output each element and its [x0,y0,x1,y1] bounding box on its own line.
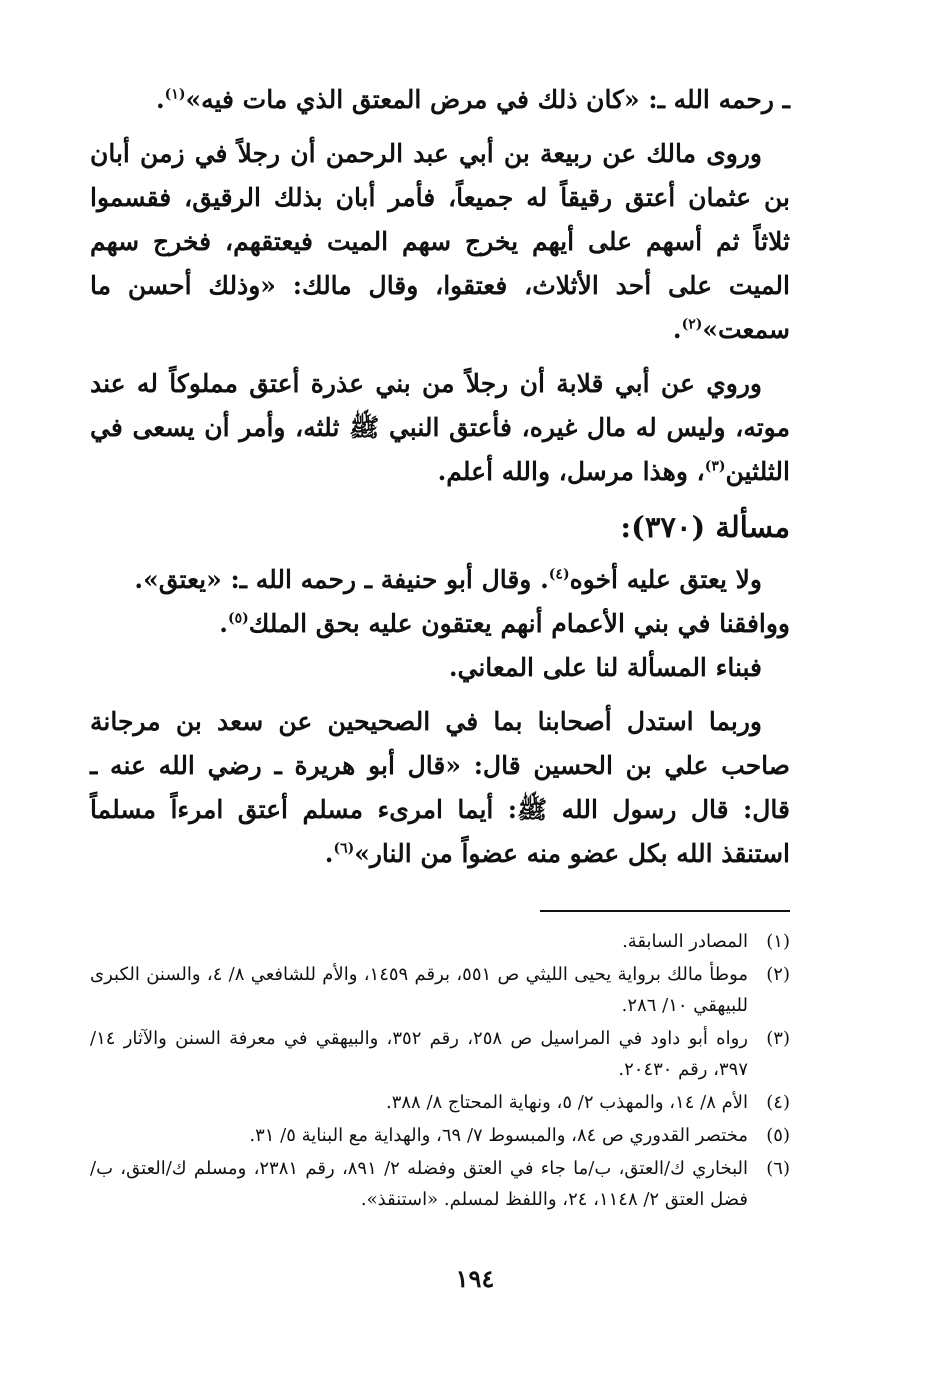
paragraph-6-text: فبناء المسألة لنا على المعاني. [448,653,762,682]
paragraph-1 [90,78,790,122]
footnote-ref-5: (٥) [227,610,249,627]
footnote-6 [90,1153,790,1215]
paragraph-4-text: ولا يعتق عليه أخوه [569,565,762,594]
main-text [90,78,790,886]
paragraph-7 [90,700,790,876]
footnote-4 [90,1087,790,1118]
paragraph-3 [90,362,790,494]
paragraph-5-tail: . [219,609,228,638]
paragraph-6 [90,646,790,690]
paragraph-5-text: ووافقنا في بني الأعمام أنهم يعتقون عليه بحق الملك [248,609,790,638]
footnote-ref-6: (٦) [333,840,355,857]
paragraph-2 [90,132,790,352]
footnote-text: المصادر السابقة. [622,931,748,952]
paragraph-5 [90,602,790,646]
paragraph-2-text: وروى مالك عن ربيعة بن أبي عبد الرحمن أن رجلاً في زمن أبان بن عثمان أعتق رقيقاً له جميعاً، فأمر أبان بذلك الرقيق، فقسموا ثلاثاً ثم أسهم على أيهم يخرج سهم الميت فيعتقهم، فخرج سهم الميت على أحد الأثلاث، فعتقوا، وقال مالك: «وذلك أحسن ما سمعت» [90,139,790,344]
footnote-divider [540,910,790,912]
footnote-number: (٢) [766,964,790,985]
footnote-text: موطأ مالك برواية يحيى الليثي ص ٥٥١، برقم ١٤٥٩، والأم للشافعي ٨/ ٤، والسنن الكبرى للبيهقي ١٠/ ٢٨٦. [90,964,749,1016]
footnote-number: (٣) [766,1028,790,1049]
footnote-ref-1: (١) [164,86,186,103]
footnote-number: (٥) [766,1125,790,1146]
paragraph-4 [90,558,790,602]
paragraph-1-text: ـ رحمه الله ـ: «كان ذلك في مرض المعتق الذي مات فيه» [185,85,790,114]
footnote-ref-3: (٣) [704,458,726,475]
footnote-number: (٤) [766,1092,790,1113]
footnote-ref-2: (٢) [681,316,703,333]
footnote-1 [90,926,790,957]
footnote-text: الأم ٨/ ١٤، والمهذب ٢/ ٥، ونهاية المحتاج ٨/ ٣٨٨. [385,1092,748,1113]
paragraph-7-tail: . [324,839,334,868]
paragraph-4-tail: . وقال أبو حنيفة ـ رحمه الله ـ: «يعتق». [134,565,549,594]
paragraph-7-text: وربما استدل أصحابنا بما في الصحيحين عن سعد بن مرجانة صاحب علي بن الحسين قال: «قال أبو هريرة ـ رضي الله عنه ـ قال: قال رسول الله ﷺ: أيما امرىء مسلم أعتق امرءاً مسلماً استنقذ الله بكل عضو منه عضواً من النار» [90,707,790,868]
page-number: ١٩٤ [455,1264,495,1293]
footnote-text: رواه أبو داود في المراسيل ص ٢٥٨، رقم ٣٥٢، والبيهقي في معرفة السنن والآثار ١٤/ ٣٩٧، رقم ٢٠٤٣٠. [90,1028,748,1080]
footnotes [90,926,790,1217]
footnote-number: (١) [766,931,790,952]
footnote-2 [90,959,790,1021]
footnote-number: (٦) [766,1158,790,1179]
footnote-3 [90,1023,790,1085]
paragraph-1-tail: . [155,85,165,114]
footnote-ref-4: (٤) [548,566,570,583]
footnote-text: البخاري ك/العتق، ب/ما جاء في العتق وفضله ٢/ ٨٩١، رقم ٢٣٨١، ومسلم ك/العتق، ب/فضل العتق ٢/ ١١٤٨، ٢٤، واللفظ لمسلم. «استنقذ». [90,1158,749,1210]
paragraph-3-tail: ، وهذا مرسل، والله أعلم. [437,457,705,486]
paragraph-3-text: وروي عن أبي قلابة أن رجلاً من بني عذرة أعتق مملوكاً له عند موته، وليس له مال غيره، فأعتق النبي ﷺ ثلثه، وأمر أن يسعى في الثلثين [90,369,790,486]
footnote-5 [90,1120,790,1151]
issue-title: مسألة (٣٧٠): [620,510,790,544]
paragraph-2-tail: . [672,315,682,344]
footnote-text: مختصر القدوري ص ٨٤، والمبسوط ٧/ ٦٩، والهداية مع البناية ٥/ ٣١. [249,1125,748,1146]
